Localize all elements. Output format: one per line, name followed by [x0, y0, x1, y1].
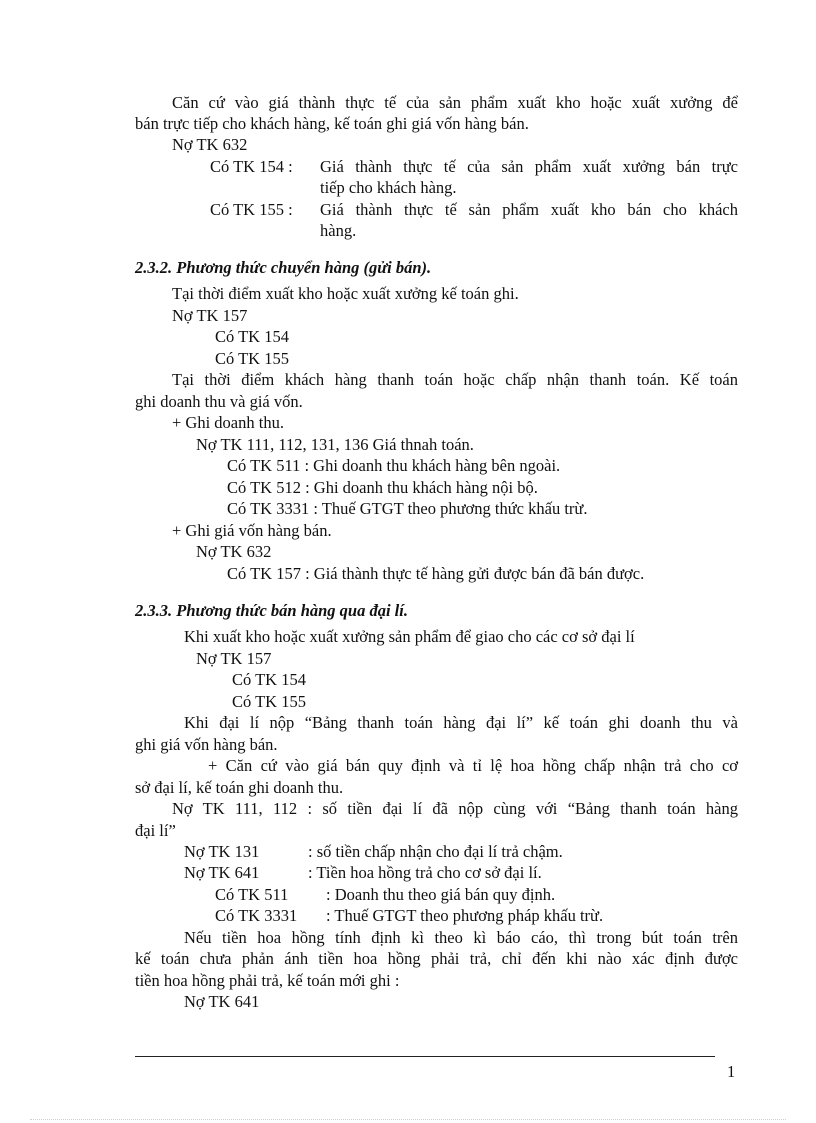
credit-entry: Có TK 155	[215, 349, 289, 368]
debit-entry-text: : Tiền hoa hồng trả cho cơ sở đại lí.	[308, 863, 542, 882]
paragraph-line: tiền hoa hồng phải trả, kế toán mới ghi :	[135, 971, 400, 990]
paragraph-line: ghi giá vốn hàng bán.	[135, 735, 278, 754]
debit-entry-label: Nợ TK 131	[184, 842, 260, 861]
credit-entry-text: tiếp cho khách hàng.	[320, 178, 457, 197]
credit-entry-label: Có TK 511	[215, 885, 289, 904]
paragraph-line: Nếu tiền hoa hồng tính định kì theo kì báo cáo, thì trong bút toán trên	[184, 928, 738, 947]
credit-entry-text: : Thuế GTGT theo phương pháp khấu trừ.	[326, 906, 604, 925]
bullet-line: + Ghi doanh thu.	[172, 413, 284, 432]
paragraph-line: Căn cứ vào giá thành thực tế của sản phẩm xuất kho hoặc xuất xưởng để	[172, 93, 738, 112]
paragraph-line: + Căn cứ vào giá bán quy định và tỉ lệ hoa hồng chấp nhận trả cho cơ	[208, 756, 738, 775]
paragraph-line: sở đại lí, kế toán ghi doanh thu.	[135, 778, 344, 797]
paragraph-line: Khi xuất kho hoặc xuất xưởng sản phẩm để giao cho các cơ sở đại lí	[184, 627, 635, 646]
bullet-line: + Ghi giá vốn hàng bán.	[172, 521, 332, 540]
credit-entry: Có TK 157 : Giá thành thực tế hàng gửi được bán đã bán được.	[227, 564, 645, 583]
debit-entry: Nợ TK 632	[172, 135, 248, 154]
paragraph-line: bán trực tiếp cho khách hàng, kế toán ghi giá vốn hàng bán.	[135, 114, 529, 133]
credit-entry: Có TK 511 : Ghi doanh thu khách hàng bên ngoài.	[227, 456, 561, 475]
credit-entry-text: Giá thành thực tế sản phẩm xuất kho bán cho khách	[320, 200, 738, 219]
debit-entry: Nợ TK 111, 112, 131, 136 Giá thnah toán.	[196, 435, 474, 454]
credit-entry: Có TK 3331 : Thuế GTGT theo phương thức khấu trừ.	[227, 499, 588, 518]
credit-entry: Có TK 155	[232, 692, 306, 711]
paragraph-line: Khi đại lí nộp “Bảng thanh toán hàng đại lí” kế toán ghi doanh thu và	[184, 713, 738, 732]
debit-entry-text: : số tiền chấp nhận cho đại lí trả chậm.	[308, 842, 563, 861]
credit-entry: Có TK 154	[215, 327, 289, 346]
paragraph-line: Nợ TK 111, 112 : số tiền đại lí đã nộp cùng với “Bảng thanh toán hàng	[172, 799, 738, 818]
debit-entry: Nợ TK 641	[184, 992, 260, 1011]
paragraph-line: ghi doanh thu và giá vốn.	[135, 392, 303, 411]
paragraph-line: Tại thời điểm xuất kho hoặc xuất xưởng kế toán ghi.	[172, 284, 519, 303]
credit-entry-text: hàng.	[320, 221, 357, 240]
page-number: 1	[727, 1062, 736, 1081]
section-heading-2-3-2: 2.3.2. Phương thức chuyển hàng (gửi bán).	[135, 258, 432, 277]
footer-rule	[135, 1056, 715, 1057]
debit-entry-label: Nợ TK 641	[184, 863, 260, 882]
paragraph-line: kế toán chưa phản ánh tiền hoa hồng phải trả, chỉ đến khi nào xác định được	[135, 949, 738, 968]
section-heading-2-3-3: 2.3.3. Phương thức bán hàng qua đại lí.	[135, 601, 408, 620]
paragraph-line: Tại thời điểm khách hàng thanh toán hoặc chấp nhận thanh toán. Kế toán	[172, 370, 738, 389]
debit-entry: Nợ TK 632	[196, 542, 272, 561]
paragraph-line: đại lí”	[135, 821, 176, 840]
credit-entry: Có TK 154	[232, 670, 306, 689]
debit-entry: Nợ TK 157	[172, 306, 248, 325]
debit-entry: Nợ TK 157	[196, 649, 272, 668]
credit-entry-text: Giá thành thực tế của sản phẩm xuất xưởng bán trực	[320, 157, 738, 176]
credit-entry-text: : Doanh thu theo giá bán quy định.	[326, 885, 556, 904]
credit-entry-label: Có TK 154 :	[210, 157, 293, 176]
page-bottom-border	[30, 1119, 786, 1120]
credit-entry-label: Có TK 155 :	[210, 200, 293, 219]
credit-entry: Có TK 512 : Ghi doanh thu khách hàng nội bộ.	[227, 478, 538, 497]
credit-entry-label: Có TK 3331	[215, 906, 298, 925]
